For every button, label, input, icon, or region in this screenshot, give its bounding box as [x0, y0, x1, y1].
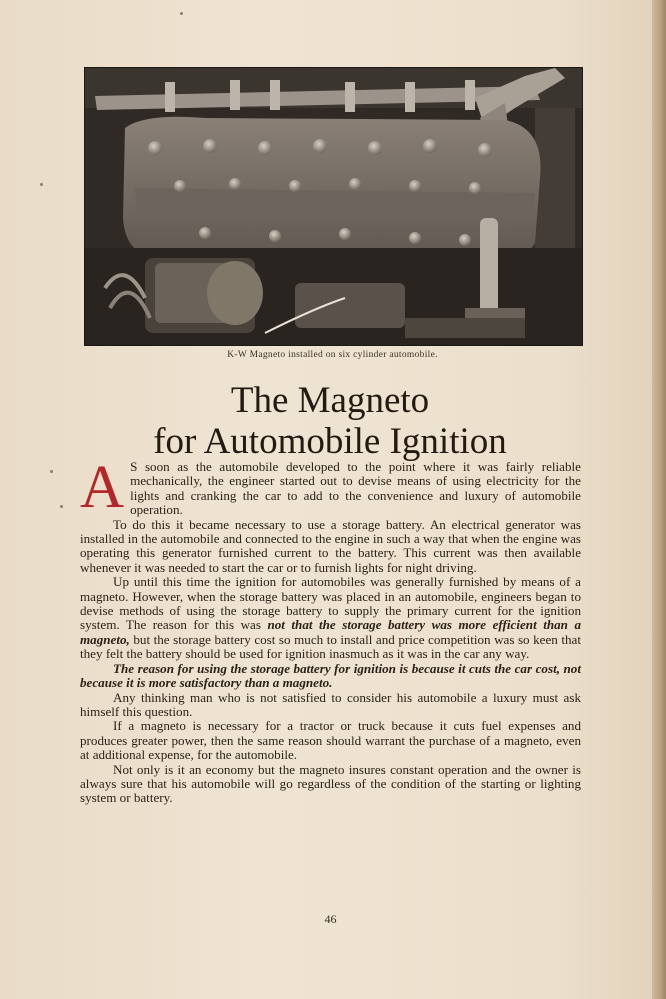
paper-speck — [180, 12, 183, 15]
paper-speck — [50, 470, 53, 473]
article-body — [80, 454, 581, 806]
paragraph-1-text: S soon as the automobile developed to the point where it was fairly reliable mechanically, the engineer started out to devise means of using electricity for the lights and cranking the car to add to the convenience and luxury of automobile operation. — [130, 459, 581, 518]
drop-cap: A — [80, 454, 125, 521]
page-number: 46 — [324, 912, 337, 926]
paragraph-4-emphasis: The reason for using the storage battery for ignition is because it cuts the car cost, not because it is more satisfactory than a magneto. — [80, 660, 581, 691]
paragraph-2: To do this it became necessary to use a storage battery. An electrical generator was installed in the automobile and connected to the engine in such a way that when the engine was operating this generator furnished current to the battery. This current was then available whenever it was needed to start the car or to furnish lights for night driving. — [80, 516, 581, 575]
engine-photograph — [84, 67, 583, 346]
paragraph-3 — [80, 575, 581, 661]
page-edge — [652, 0, 666, 999]
title-line-2: for Automobile Ignition — [153, 421, 507, 462]
paragraph-6: If a magneto is necessary for a tractor or truck because it cuts fuel expenses and produces greater power, then the same reason should warrant the purchase of a magneto, even at additional expense, for the automobile. — [80, 718, 581, 763]
paper-speck — [40, 183, 43, 186]
paragraph-3-text-b: but the storage battery cost so much to install and price competition was so keen that they felt the battery should be used for ignition inasmuch as it was in the car any way. — [80, 631, 581, 662]
paragraph-1 — [80, 454, 581, 521]
paragraph-3-text-a: Up until this time the ignition for automobiles was generally furnished by means of a magneto. However, when the storage battery was placed in an automobile, engineers began to devise methods of using the storage battery to supply the primary current for the ignition system. The reason for this was — [80, 574, 581, 633]
title-line-1: The Magneto — [230, 380, 430, 421]
paragraph-3-emphasis: not that the storage battery was more efficient than a magneto, — [80, 617, 581, 647]
photo-caption: K-W Magneto installed on six cylinder automobile. — [227, 350, 438, 360]
paper-speck — [60, 505, 63, 508]
page-title — [60, 380, 600, 462]
paragraph-5: Any thinking man who is not satisfied to consider his automobile a luxury must ask himself this question. — [80, 689, 581, 719]
paragraph-7: Not only is it an economy but the magneto insures constant operation and the owner is always sure that his automobile will go regardless of the condition of the starting or lighting system or battery. — [80, 761, 581, 806]
